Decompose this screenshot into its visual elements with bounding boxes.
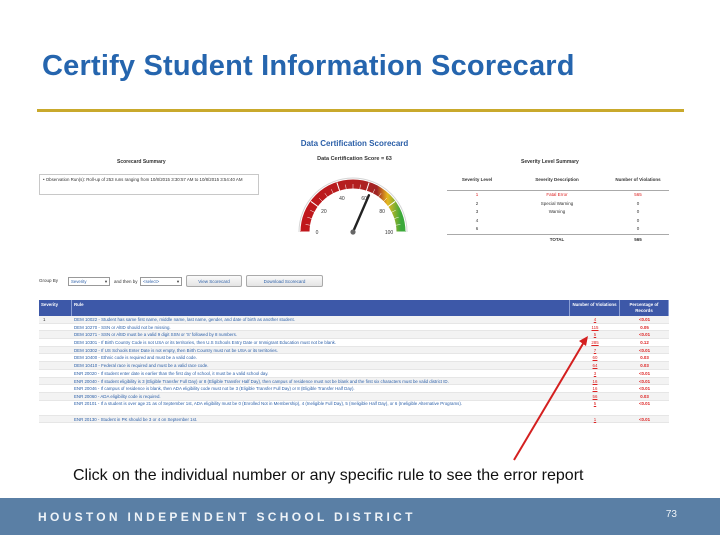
severity-count: 0	[636, 200, 640, 206]
severity-count: 0	[636, 226, 640, 231]
rule-row	[39, 324, 669, 332]
severity-group-cell	[39, 354, 72, 361]
rule-link[interactable]: DEM 10410 - Federal race is required and must be a valid race code.	[74, 363, 209, 369]
record-percentage: <0.01	[638, 317, 651, 322]
severity-level: 3	[475, 209, 479, 214]
severity-group-cell	[39, 324, 72, 331]
rule-link[interactable]: DEM 10400 - Ethnic code is required and must be a valid code.	[74, 355, 198, 361]
severity-description: Warning	[548, 209, 566, 214]
record-percentage: <0.01	[638, 386, 651, 392]
rule-link[interactable]: ENR 20040 - If student eligibility is 3 (Eligible Transfer Full Day) or 8 (Eligible Transfer Half Day), then campus of residence must not be blank and the first six characters must be valid district ID.	[74, 378, 449, 384]
rules-grid-body	[39, 316, 669, 423]
rule-link[interactable]: ENR 20020 - If student enter date is earlier than the first day of school, it must be a valid school day.	[74, 370, 269, 376]
rules-grid	[39, 300, 669, 423]
severity-count[interactable]: 565	[634, 192, 642, 197]
record-percentage: 0.03	[640, 363, 649, 369]
violation-count-link[interactable]: 5	[593, 400, 597, 406]
gauge-tick-label: 60	[361, 195, 367, 202]
severity-group-cell	[39, 393, 72, 400]
group-by-label: Group By	[39, 278, 59, 283]
header-severity-description: Severity Description	[535, 177, 579, 182]
severity-group-cell	[39, 385, 72, 392]
record-percentage: <0.01	[638, 416, 651, 422]
violation-count-link[interactable]: 7	[593, 347, 597, 353]
severity-group-cell	[39, 339, 72, 346]
rule-row	[39, 331, 669, 339]
header-number-of-violations: Number of Violations	[615, 177, 661, 182]
download-scorecard-button[interactable]: Download Scorecard	[246, 275, 323, 287]
record-percentage: 0.05	[640, 324, 649, 330]
gauge-band	[305, 184, 401, 232]
record-percentage: <0.01	[638, 370, 651, 376]
column-severity[interactable]: Severity	[39, 300, 72, 316]
gauge-tick-label: 80	[379, 208, 385, 215]
violation-count-link[interactable]: 60	[592, 355, 598, 361]
rules-grid-header	[39, 300, 669, 316]
total-spacer	[447, 235, 507, 243]
chevron-down-icon: ▾	[176, 279, 179, 284]
rule-row	[39, 385, 669, 393]
severity-row	[447, 217, 669, 226]
severity-group-cell: 1	[43, 317, 46, 322]
chevron-down-icon: ▾	[104, 279, 107, 284]
gauge-hub	[350, 229, 355, 234]
violation-count-link[interactable]: 1	[593, 416, 597, 422]
rule-link[interactable]: ENR 20060 - ADA eligibility code is required.	[74, 393, 161, 399]
scorecard-screenshot	[37, 130, 672, 446]
severity-description: Special Warning	[540, 200, 574, 206]
column-violations[interactable]: Number of Violations	[570, 300, 620, 316]
severity-description	[507, 225, 607, 234]
rule-link[interactable]: ENR 20130 - Student in PK should be 3 or 4 on September 1st.	[74, 416, 198, 422]
record-percentage: <0.01	[638, 378, 651, 384]
violation-count-link[interactable]: 5	[593, 332, 597, 338]
rule-row	[39, 354, 669, 362]
severity-group-cell	[39, 347, 72, 354]
severity-level: 2	[475, 200, 479, 206]
severity-row	[447, 225, 669, 234]
then-by-select[interactable]	[140, 277, 182, 286]
record-percentage: <0.01	[638, 400, 651, 406]
rule-link[interactable]: DEM 10301 - If Birth Country Code is not USA or its territories, then U.S Schools Entry Date or Immigrant Education must not be blank.	[74, 340, 337, 346]
severity-description	[507, 217, 607, 226]
violation-count-link[interactable]: 115	[591, 324, 599, 330]
rule-link[interactable]: DEM 10302 - If US Schools Enter Date is not empty, then Birth Country must not be USA or its territories.	[74, 347, 278, 353]
rule-row	[39, 393, 669, 401]
severity-count: 0	[636, 209, 640, 214]
record-percentage: 0.03	[640, 393, 649, 399]
severity-row	[447, 200, 669, 209]
total-label: TOTAL	[549, 236, 565, 242]
observation-run-note: • Observation Run(s): Roll-up of 253 runs ranging from 10/8/2015 3:30:57 AM to 10/8/2015 3:54:40 AM	[39, 174, 259, 195]
gauge-tick-label: 20	[321, 208, 327, 215]
slide-title: Certify Student Information Scorecard	[42, 50, 575, 82]
violation-count-link[interactable]: 4	[593, 317, 597, 322]
violation-count-link[interactable]: 56	[592, 393, 598, 399]
severity-summary-table	[447, 177, 669, 243]
gauge-tick-label: 40	[339, 195, 345, 202]
violation-count-link[interactable]: 16	[592, 378, 598, 384]
severity-level: 4	[475, 217, 479, 223]
scorecard-summary-heading: Scorecard Summary	[117, 159, 166, 165]
rule-row	[39, 378, 669, 386]
scorecard-title: Data Certification Scorecard	[300, 139, 409, 148]
rule-link[interactable]: DEM 10270 - SSN or AltID should not be missing.	[74, 324, 171, 330]
rule-row	[39, 416, 669, 424]
header-severity-level: Severity Level	[461, 177, 493, 182]
violation-count-link[interactable]: 285	[591, 340, 599, 346]
severity-summary-heading: Severity Level Summary	[521, 159, 579, 165]
rule-row	[39, 362, 669, 370]
severity-group-cell	[39, 401, 72, 415]
group-by-select[interactable]	[68, 277, 110, 286]
severity-count: 0	[636, 217, 640, 223]
footer-bar	[0, 498, 720, 535]
title-divider	[37, 109, 684, 112]
certification-score: Data Certification Score = 63	[317, 156, 392, 162]
then-by-value: <select>	[143, 279, 160, 284]
rule-row	[39, 347, 669, 355]
violation-count-link[interactable]: 16	[592, 386, 598, 392]
severity-total-row	[447, 234, 669, 243]
group-by-value: Severity	[71, 279, 87, 284]
record-percentage: <0.01	[638, 347, 651, 353]
record-percentage: <0.01	[638, 332, 651, 338]
instruction-caption: Click on the individual number or any specific rule to see the error report	[73, 467, 584, 484]
severity-row	[447, 208, 669, 217]
gauge-tick-label: 0	[315, 230, 319, 236]
severity-group-cell	[39, 378, 72, 385]
rule-row	[39, 370, 669, 378]
district-name: HOUSTON INDEPENDENT SCHOOL DISTRICT	[38, 510, 416, 524]
violation-count-link[interactable]: 64	[592, 363, 598, 369]
column-percentage[interactable]: Percentage of Records	[620, 300, 669, 316]
rule-link[interactable]: DEM 10271 - SSN or AltID must be a valid 9 digit SSN or 'S' followed by 8 numbers.	[74, 332, 237, 338]
rule-row	[39, 339, 669, 347]
rule-link[interactable]: ENR 20046 - If campus of residence is blank, then ADA eligibility code must not be 3 (Eligible Transfer Full Day) or 8 (Eligible Transfer Half Day).	[74, 386, 355, 392]
severity-level: 1	[475, 192, 479, 197]
severity-summary-header	[447, 177, 669, 191]
rule-link[interactable]: ENR 20101 - If a student is over age 21 as of September 1st, ADA eligibility must be 0 (Enrolled Not in Membership), 4 (Ineligible Full Day), 5 (Ineligible Half Day), or 6 (Ineligible Alternative Programs).	[74, 400, 463, 406]
rule-row	[39, 316, 669, 324]
and-then-by-label: and then by	[114, 279, 138, 284]
severity-group-cell	[39, 370, 72, 377]
severity-group-cell	[39, 362, 72, 369]
rule-row	[39, 401, 669, 416]
view-scorecard-button[interactable]: View Scorecard	[186, 275, 242, 287]
record-percentage: 0.03	[640, 355, 649, 361]
severity-level: 6	[475, 226, 479, 231]
rule-link[interactable]: DEM 10022 - Student has same first name, middle name, last name, gender, and date of birth as another student.	[74, 317, 295, 322]
severity-description[interactable]: Fatal Error	[546, 192, 568, 197]
severity-row	[447, 191, 669, 200]
record-percentage: 0.12	[640, 340, 649, 346]
violation-count-link[interactable]: 3	[593, 370, 597, 376]
severity-group-cell	[39, 416, 72, 423]
score-gauge	[287, 168, 419, 242]
gauge-tick-label: 100	[384, 230, 394, 236]
severity-group-cell	[39, 331, 72, 338]
page-number: 73	[665, 509, 677, 520]
column-rule[interactable]: Rule	[72, 300, 570, 316]
total-value: 565	[634, 236, 642, 242]
